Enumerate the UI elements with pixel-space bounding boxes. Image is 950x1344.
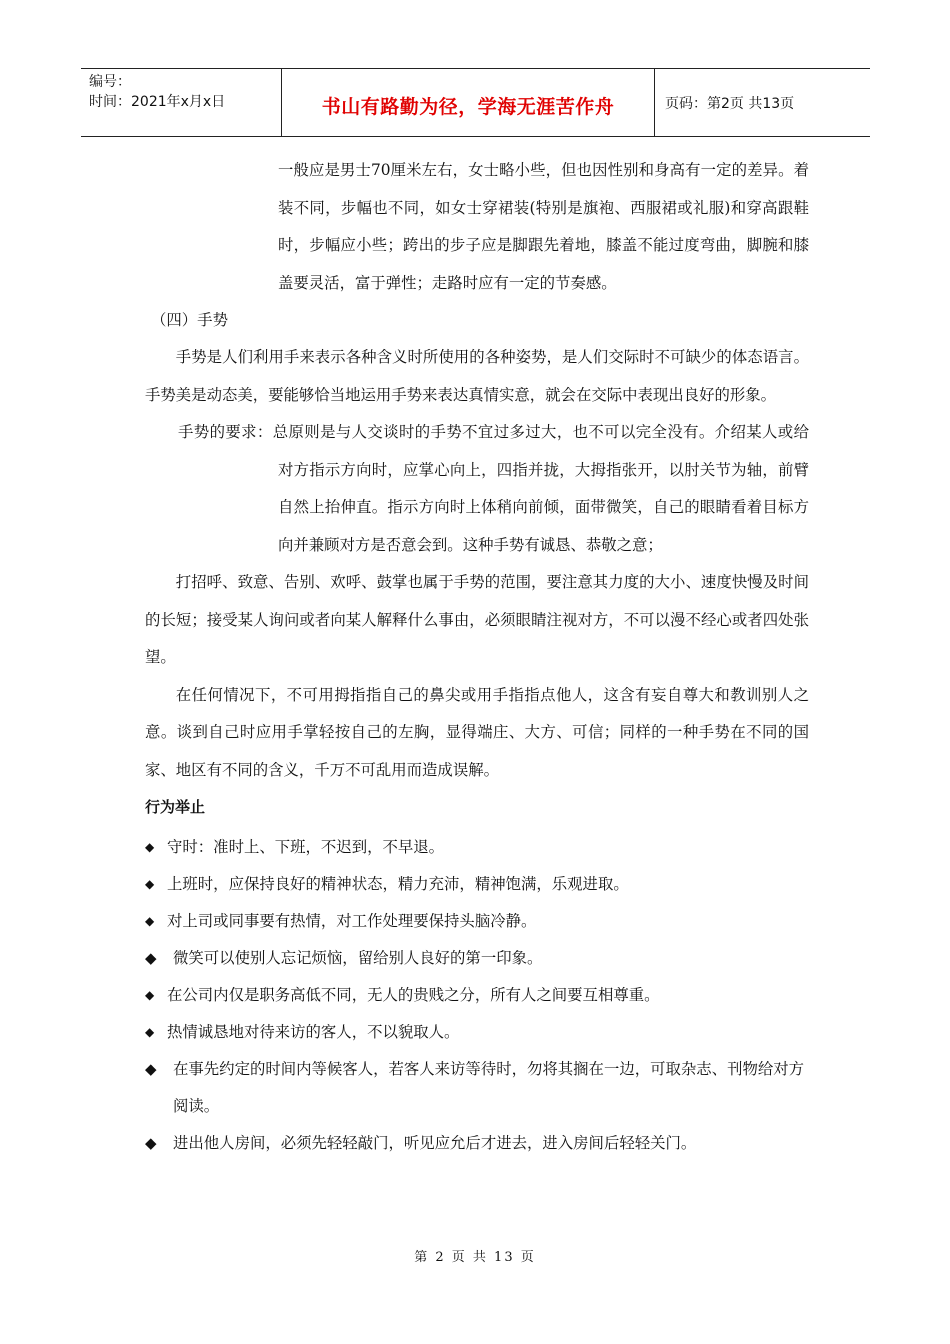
diamond-bullet-icon: ◆ bbox=[145, 914, 155, 928]
diamond-bullet-icon: ◆ bbox=[145, 877, 155, 891]
list-item: ◆ 进出他人房间，必须先轻轻敲门，听见应允后才进去，进入房间后轻轻关门。 bbox=[145, 1125, 809, 1162]
behavior-section-title: 行为举止 bbox=[145, 798, 206, 816]
page-footer: 第 2 页 共 13 页 bbox=[414, 1250, 536, 1265]
walk-paragraph: 一般应是男士70厘米左右，女士略小些，但也因性别和身高有一定的差异。着装不同，步幅也不同，如女士穿裙装(特别是旗袍、西服裙或礼服)和穿高跟鞋时，步幅应小些；跨出的步子应是脚跟先着地，膝盖不能过度弯曲，脚腕和膝盖要灵活，富于弹性；走路时应有一定的节奏感。 bbox=[278, 161, 809, 292]
header-meta bbox=[81, 69, 281, 136]
diamond-bullet-icon: ◆ bbox=[145, 1060, 157, 1078]
list-item: ◆ 守时：准时上、下班，不迟到，不早退。 bbox=[145, 829, 809, 866]
list-item: ◆ 热情诚恳地对待来访的客人，不以貌取人。 bbox=[145, 1014, 809, 1051]
section-heading-gestures: （四）手势 bbox=[151, 311, 228, 329]
document-time-label: 时间：2021年x月x日 bbox=[89, 94, 226, 110]
list-item: ◆ 微笑可以使别人忘记烦恼，留给别人良好的第一印象。 bbox=[145, 940, 809, 977]
header-motto: 书山有路勤为径，学海无涯苦作舟 bbox=[281, 69, 655, 136]
document-header bbox=[81, 68, 870, 137]
document-body bbox=[145, 152, 809, 1162]
greeting-paragraph: 打招呼、致意、告别、欢呼、鼓掌也属于手势的范围，要注意其力度的大小、速度快慢及时间的长短；接受某人询问或者向某人解释什么事由，必须眼睛注视对方，不可以漫不经心或者四处张望。 bbox=[145, 573, 809, 666]
behavior-list bbox=[145, 829, 809, 1162]
document-number-label: 编号： bbox=[89, 74, 131, 90]
diamond-bullet-icon: ◆ bbox=[145, 1134, 157, 1152]
header-page-label: 页码：第2页 共13页 bbox=[665, 95, 795, 112]
pointing-paragraph: 在任何情况下，不可用拇指指自己的鼻尖或用手指指点他人，这含有妄自尊大和教训别人之意。谈到自己时应用手掌轻按自己的左胸，显得端庄、大方、可信；同样的一种手势在不同的国家、地区有不同的含义，千万不可乱用而造成误解。 bbox=[145, 685, 809, 779]
gesture-requirements-text: 总原则是与人交谈时的手势不宜过多过大，也不可以完全没有。介绍某人或给对方指示方向时，应掌心向上，四指并拢，大拇指张开，以肘关节为轴，前臂自然上抬伸直。指示方向时上体稍向前倾，面带微笑，自己的眼睛看着目标方向并兼顾对方是否意会到。这种手势有诚恳、恭敬之意； bbox=[272, 423, 809, 554]
gesture-intro-paragraph: 手势是人们利用手来表示各种含义时所使用的各种姿势，是人们交际时不可缺少的体态语言。手势美是动态美，要能够恰当地运用手势来表达真情实意，就会在交际中表现出良好的形象。 bbox=[145, 348, 809, 404]
diamond-bullet-icon: ◆ bbox=[145, 1025, 155, 1039]
list-item: ◆ 在公司内仅是职务高低不同，无人的贵贱之分，所有人之间要互相尊重。 bbox=[145, 977, 809, 1014]
gesture-requirements-paragraph bbox=[145, 414, 809, 564]
list-item: ◆ 对上司或同事要有热情，对工作处理要保持头脑冷静。 bbox=[145, 903, 809, 940]
list-item: ◆ 上班时，应保持良好的精神状态，精力充沛，精神饱满，乐观进取。 bbox=[145, 866, 809, 903]
diamond-bullet-icon: ◆ bbox=[145, 988, 155, 1002]
diamond-bullet-icon: ◆ bbox=[145, 949, 157, 967]
diamond-bullet-icon: ◆ bbox=[145, 840, 155, 854]
list-item: ◆ 在事先约定的时间内等候客人，若客人来访等待时，勿将其搁在一边，可取杂志、刊物给对方阅读。 bbox=[145, 1051, 809, 1125]
gesture-requirements-label: 手势的要求： bbox=[178, 423, 273, 441]
